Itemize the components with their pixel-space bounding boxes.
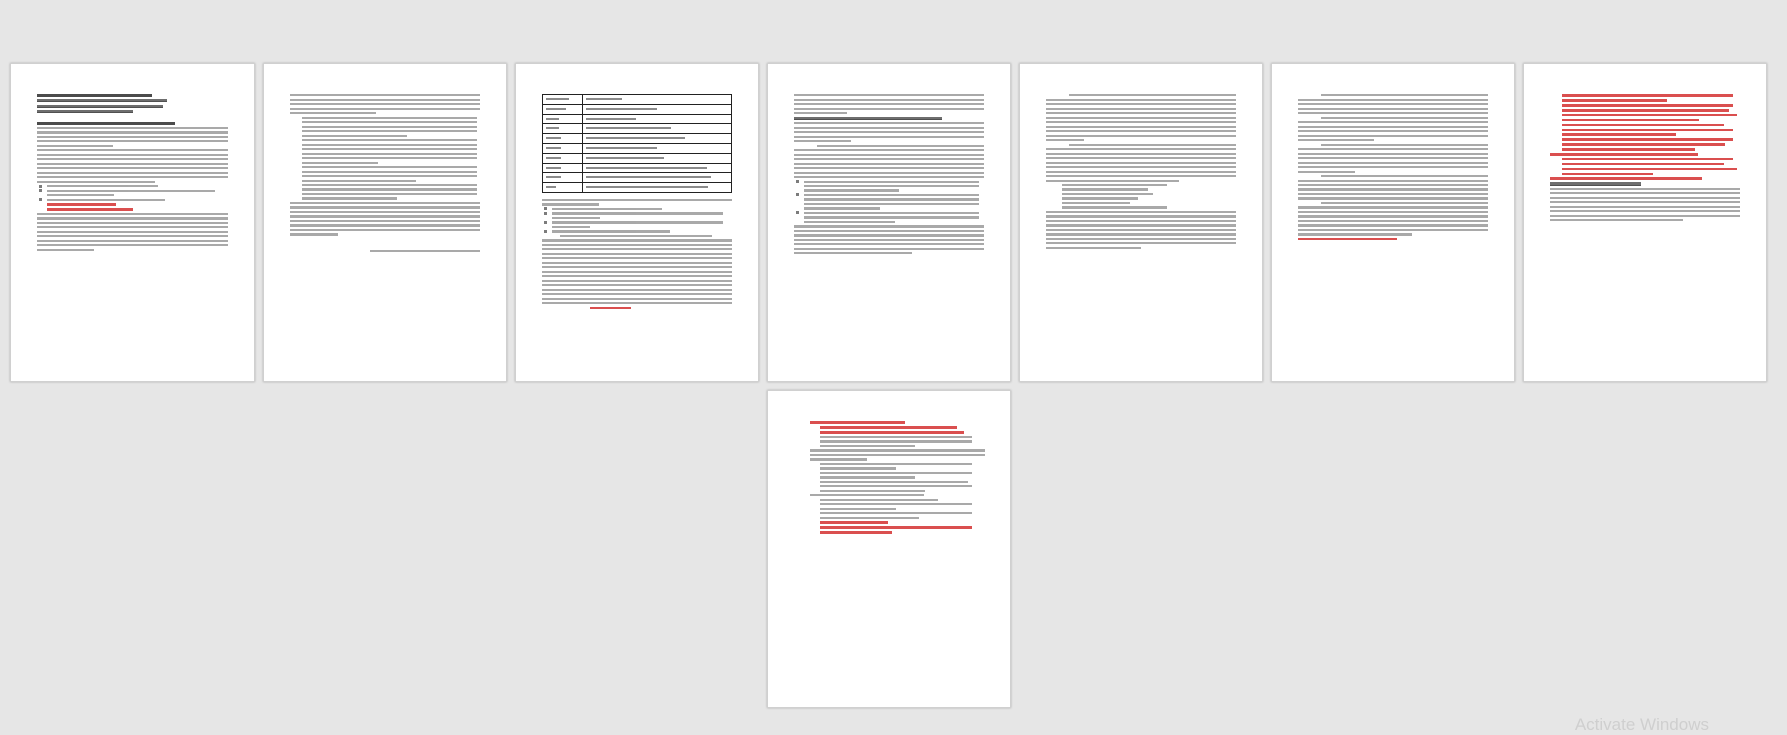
text-line	[1550, 197, 1740, 199]
text-line	[302, 130, 477, 132]
text-line	[302, 197, 397, 199]
text-line	[1298, 153, 1488, 155]
text-line	[542, 203, 599, 205]
heading-line	[37, 122, 175, 125]
text-line	[794, 122, 984, 124]
text-line	[542, 239, 732, 241]
misspelled-line	[1562, 158, 1733, 161]
text-line	[804, 221, 895, 223]
text-line	[1046, 153, 1236, 155]
text-line	[302, 144, 477, 146]
text-line	[542, 253, 732, 255]
text-line	[37, 158, 228, 160]
text-line	[1321, 144, 1488, 146]
misspelled-line	[1550, 153, 1698, 156]
text-line	[290, 224, 480, 226]
text-line	[1298, 220, 1488, 222]
misspelled-line	[1562, 173, 1653, 176]
text-line	[1046, 247, 1141, 249]
misspelled-line	[820, 521, 888, 524]
text-line	[794, 154, 984, 156]
text-line	[1069, 144, 1236, 146]
text-line	[290, 206, 480, 208]
text-line	[37, 217, 228, 219]
text-line	[794, 112, 847, 114]
text-line	[37, 99, 167, 102]
text-line	[37, 172, 228, 174]
document-page-6[interactable]	[1271, 63, 1515, 382]
text-line	[37, 213, 228, 215]
text-line	[1046, 99, 1236, 101]
text-line	[302, 188, 477, 190]
text-line	[37, 226, 228, 228]
bullet-line	[804, 181, 979, 183]
text-line	[820, 476, 915, 478]
text-line	[290, 233, 338, 235]
document-page-3[interactable]	[515, 63, 759, 382]
text-line	[1550, 188, 1740, 190]
text-line	[794, 167, 984, 169]
text-line	[794, 239, 984, 241]
table-row	[543, 134, 731, 144]
bullet-line	[47, 190, 215, 192]
text-line	[1550, 206, 1740, 208]
text-line	[810, 494, 924, 496]
bullet-line	[552, 212, 723, 214]
text-line	[37, 176, 228, 178]
text-line	[290, 215, 480, 217]
text-line	[542, 284, 732, 286]
text-line	[542, 289, 732, 291]
text-line	[1298, 188, 1488, 190]
text-line	[820, 517, 919, 519]
text-line	[37, 140, 228, 142]
bullet-line	[47, 199, 165, 201]
heading-line	[794, 117, 942, 120]
text-line	[37, 235, 228, 237]
text-line	[1321, 117, 1488, 119]
text-line	[552, 217, 600, 219]
text-line	[794, 172, 984, 174]
misspelled-line	[820, 431, 964, 434]
text-line	[1298, 130, 1488, 132]
text-line	[542, 262, 732, 264]
text-line	[820, 436, 972, 438]
text-line	[1046, 220, 1236, 222]
text-line	[1321, 175, 1488, 177]
misspelled-line	[1562, 119, 1699, 122]
text-line	[1298, 229, 1488, 231]
text-line	[1298, 180, 1488, 182]
text-line	[820, 503, 972, 505]
text-line	[1321, 202, 1488, 204]
text-line	[37, 167, 228, 169]
text-line	[37, 249, 94, 251]
text-line	[302, 117, 477, 119]
text-line	[1046, 224, 1236, 226]
bullet-line	[47, 185, 158, 187]
text-line	[1046, 229, 1236, 231]
text-line	[1550, 201, 1740, 203]
text-line	[820, 467, 896, 469]
text-line	[1298, 224, 1488, 226]
text-line	[37, 181, 155, 183]
text-line	[1298, 211, 1488, 213]
text-line	[1298, 197, 1488, 199]
bullet-line	[804, 212, 979, 214]
text-line	[794, 131, 984, 133]
text-line	[290, 220, 480, 222]
misspelled-line	[1562, 114, 1737, 117]
text-line	[1298, 99, 1488, 101]
text-line	[290, 103, 480, 105]
text-line	[1298, 215, 1488, 217]
text-line	[37, 110, 133, 113]
text-line	[794, 225, 984, 227]
text-line	[1062, 188, 1148, 190]
text-line	[810, 454, 985, 456]
text-line	[542, 244, 732, 246]
misspelled-line	[820, 531, 892, 534]
text-line	[302, 157, 477, 159]
text-line	[804, 185, 979, 187]
table-row	[543, 95, 731, 105]
misspelled-line	[1298, 238, 1397, 241]
text-line	[804, 189, 899, 191]
text-line	[820, 508, 896, 510]
misspelled-line	[47, 208, 133, 211]
text-line	[302, 162, 378, 164]
text-line	[794, 234, 984, 236]
text-line	[542, 275, 732, 277]
text-line	[37, 149, 228, 151]
text-line	[820, 512, 972, 514]
text-line	[1321, 94, 1488, 96]
table-row	[543, 164, 731, 174]
text-line	[37, 231, 228, 233]
text-line	[1298, 108, 1488, 110]
table-row	[543, 173, 731, 183]
text-line	[794, 140, 851, 142]
text-line	[542, 199, 732, 201]
text-line	[1046, 108, 1236, 110]
misspelled-line	[820, 426, 957, 429]
text-line	[1298, 157, 1488, 159]
text-line	[794, 136, 984, 138]
misspelled-line	[1562, 124, 1724, 127]
text-line	[1550, 215, 1740, 217]
text-line	[1298, 193, 1488, 195]
text-line	[1298, 148, 1488, 150]
text-line	[1046, 238, 1236, 240]
text-line	[302, 126, 477, 128]
text-line	[542, 248, 732, 250]
text-line	[302, 175, 477, 177]
text-line	[542, 298, 732, 300]
text-line	[1046, 139, 1084, 141]
misspelled-line	[590, 307, 632, 310]
text-line	[37, 244, 228, 246]
text-line	[1046, 126, 1236, 128]
text-line	[1069, 94, 1236, 96]
text-line	[37, 163, 228, 165]
text-line	[302, 166, 477, 168]
activation-watermark: Activate Windows	[1574, 715, 1709, 734]
document-page-4[interactable]	[767, 63, 1011, 382]
text-line	[820, 472, 972, 474]
text-line	[820, 463, 972, 465]
text-line	[302, 153, 477, 155]
document-page-1[interactable]	[10, 63, 255, 382]
text-line	[37, 105, 163, 108]
text-line	[820, 445, 915, 447]
text-line	[290, 99, 480, 101]
table-row	[543, 115, 731, 125]
text-line	[810, 449, 985, 451]
text-line	[1062, 193, 1153, 195]
text-line	[302, 184, 477, 186]
text-line	[47, 194, 114, 196]
misspelled-line	[1562, 94, 1733, 97]
text-line	[1046, 130, 1236, 132]
table-row	[543, 124, 731, 134]
text-line	[302, 135, 407, 137]
text-line	[552, 226, 590, 228]
text-line	[542, 302, 732, 304]
text-line	[1062, 197, 1138, 199]
text-line	[794, 99, 984, 101]
text-line	[37, 154, 228, 156]
bullet-line	[552, 221, 723, 223]
text-line	[290, 211, 480, 213]
text-line	[1046, 166, 1236, 168]
misspelled-line	[47, 203, 116, 206]
document-page-8[interactable]	[767, 390, 1011, 708]
text-line	[820, 485, 972, 487]
text-line	[804, 203, 979, 205]
text-line	[794, 230, 984, 232]
text-line	[560, 235, 712, 237]
document-page-7[interactable]	[1523, 63, 1767, 382]
text-line	[1046, 211, 1236, 213]
document-page-5[interactable]	[1019, 63, 1263, 382]
text-line	[542, 280, 732, 282]
text-line	[1046, 175, 1236, 177]
text-line	[794, 103, 984, 105]
text-line	[290, 202, 480, 204]
text-line	[302, 180, 416, 182]
misspelled-line	[1562, 148, 1695, 151]
heading-line	[1550, 182, 1641, 185]
text-line	[290, 94, 480, 96]
text-line	[1046, 103, 1236, 105]
text-line	[1046, 148, 1236, 150]
text-line	[1298, 112, 1488, 114]
text-line	[37, 240, 228, 242]
text-line	[1298, 233, 1412, 235]
text-line	[37, 136, 228, 138]
text-line	[290, 108, 480, 110]
text-line	[1046, 171, 1236, 173]
text-line	[37, 222, 228, 224]
misspelled-line	[1562, 163, 1724, 166]
table-row	[543, 154, 731, 164]
text-line	[794, 94, 984, 96]
misspelled-line	[1562, 138, 1733, 141]
text-line	[1298, 139, 1374, 141]
text-line	[804, 207, 880, 209]
text-line	[794, 149, 984, 151]
text-line	[1046, 215, 1236, 217]
text-line	[1046, 162, 1236, 164]
text-line	[820, 490, 925, 492]
text-line	[542, 257, 732, 259]
text-line	[1046, 157, 1236, 159]
misspelled-line	[1562, 143, 1725, 146]
text-line	[1062, 206, 1167, 208]
text-line	[37, 94, 152, 97]
text-line	[302, 121, 477, 123]
text-line	[1298, 126, 1488, 128]
text-line	[1046, 112, 1236, 114]
data-table	[542, 94, 732, 193]
text-line	[1062, 202, 1130, 204]
text-line	[302, 139, 477, 141]
text-line	[290, 229, 480, 231]
text-line	[1046, 121, 1236, 123]
text-line	[1298, 171, 1355, 173]
text-line	[1046, 233, 1236, 235]
misspelled-line	[1562, 168, 1737, 171]
text-line	[1298, 166, 1488, 168]
text-line	[1046, 135, 1236, 137]
text-line	[37, 131, 228, 133]
text-line	[794, 163, 984, 165]
text-line	[542, 266, 732, 268]
text-line	[820, 440, 972, 442]
text-line	[794, 248, 984, 250]
text-line	[820, 499, 938, 501]
text-line	[302, 171, 477, 173]
text-line	[804, 198, 979, 200]
text-line	[804, 216, 979, 218]
text-line	[290, 112, 376, 114]
text-line	[1550, 219, 1683, 221]
table-row	[543, 105, 731, 115]
text-line	[794, 252, 912, 254]
text-line	[1298, 206, 1488, 208]
text-line	[302, 193, 477, 195]
caption-line	[370, 250, 480, 252]
text-line	[1298, 121, 1488, 123]
misspelled-line	[1562, 104, 1733, 107]
text-line	[542, 271, 732, 273]
misspelled-line	[810, 421, 905, 424]
text-line	[794, 108, 984, 110]
text-line	[1298, 135, 1488, 137]
text-line	[1550, 192, 1740, 194]
misspelled-line	[1562, 109, 1729, 112]
text-line	[1298, 103, 1488, 105]
text-line	[37, 145, 113, 147]
text-line	[1062, 184, 1167, 186]
text-line	[1046, 180, 1179, 182]
table-row	[543, 144, 731, 154]
bullet-line	[552, 230, 670, 232]
text-line	[794, 176, 984, 178]
text-line	[1550, 210, 1740, 212]
text-line	[1046, 242, 1236, 244]
text-line	[1298, 184, 1488, 186]
misspelled-line	[820, 526, 972, 529]
text-line	[302, 148, 477, 150]
text-line	[1298, 162, 1488, 164]
text-line	[794, 243, 984, 245]
text-line	[37, 127, 228, 129]
text-line	[794, 158, 984, 160]
misspelled-line	[1562, 99, 1667, 102]
misspelled-line	[1562, 133, 1676, 136]
text-line	[1046, 117, 1236, 119]
text-line	[820, 481, 968, 483]
misspelled-line	[1550, 177, 1702, 180]
bullet-line	[552, 208, 662, 210]
text-line	[794, 127, 984, 129]
misspelled-line	[1562, 129, 1733, 132]
document-page-2[interactable]	[263, 63, 507, 382]
table-row	[543, 183, 731, 192]
text-line	[810, 458, 867, 460]
text-line	[542, 293, 732, 295]
bullet-line	[804, 194, 979, 196]
text-line	[817, 145, 984, 147]
